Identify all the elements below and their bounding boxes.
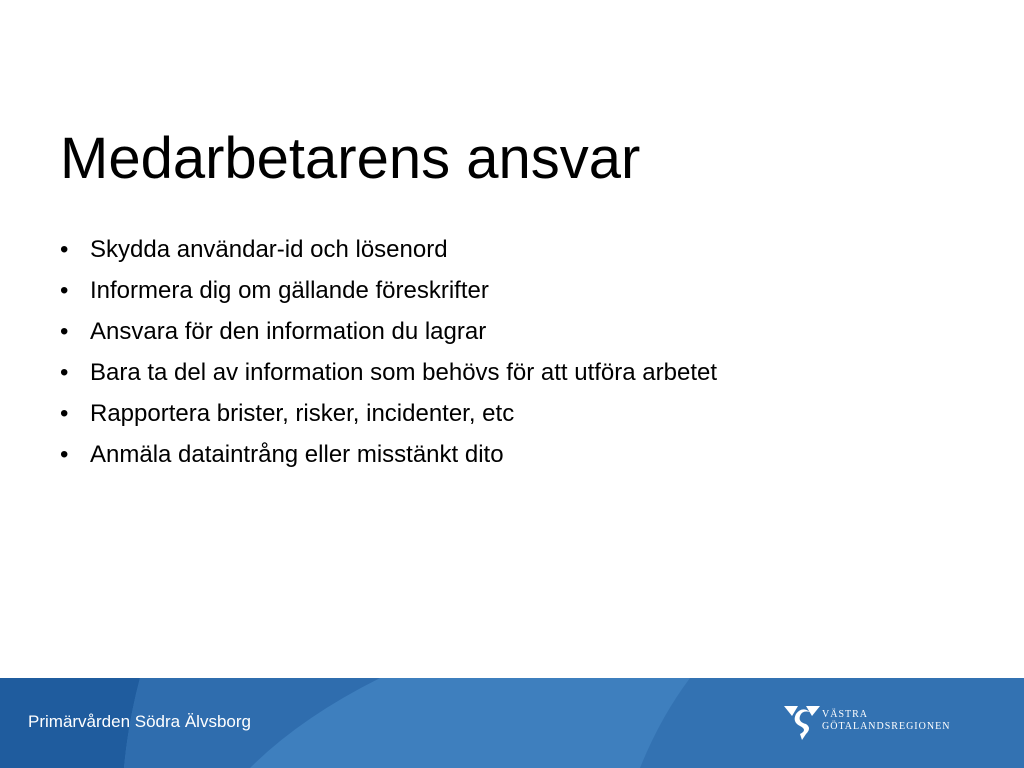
footer-organization: Primärvården Södra Älvsborg [28, 712, 251, 731]
slide-title: Medarbetarens ansvar [60, 126, 641, 191]
bullet-item: • Bara ta del av information som behövs för att utföra arbetet [60, 352, 717, 393]
bullet-item: • Ansvara för den information du lagrar [60, 311, 717, 352]
bullet-item: • Rapportera brister, risker, incidenter, etc [60, 393, 717, 434]
bullet-item: • Informera dig om gällande föreskrifter [60, 270, 717, 311]
bullet-item: • Anmäla dataintrång eller misstänkt dito [60, 434, 717, 475]
logo-text-line1: VÄSTRA [822, 709, 869, 720]
bullet-item: • Skydda användar-id och lösenord [60, 229, 717, 270]
bullet-list [60, 229, 717, 475]
footer-band [0, 678, 1024, 768]
vgr-logo-icon [782, 702, 822, 742]
vgr-logo [782, 702, 972, 746]
logo-text-line2: GÖTALANDSREGIONEN [822, 721, 951, 732]
